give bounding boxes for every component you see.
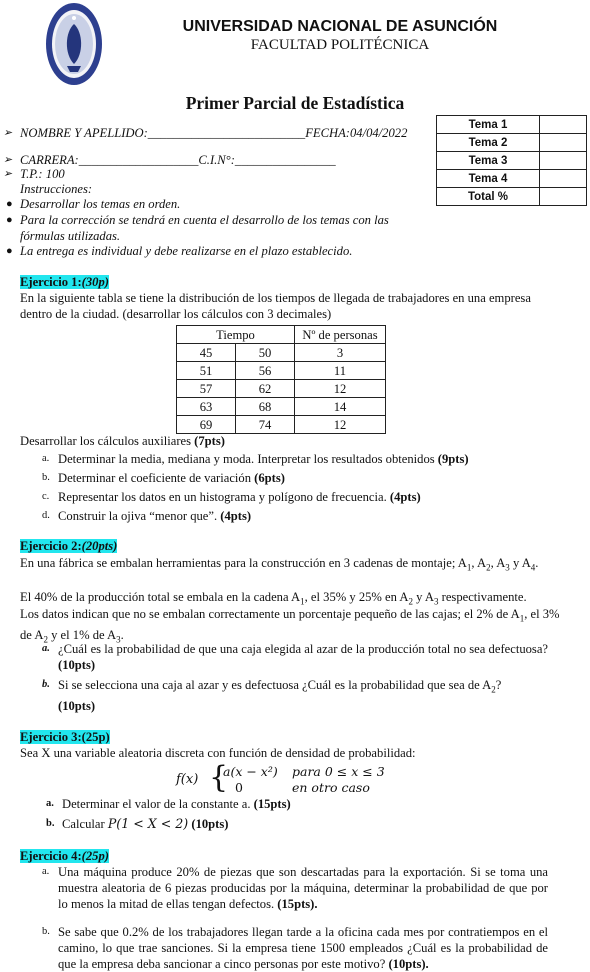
table-row: [177, 416, 386, 434]
score-label: Tema 4: [437, 170, 540, 188]
table-row: [177, 362, 386, 380]
table-cell: 69: [177, 416, 236, 434]
ex3-items: [46, 796, 542, 832]
score-row: [437, 170, 587, 188]
table-cell: 12: [295, 416, 386, 434]
instruction-item: ● La entrega es individual y debe realizarse en el plazo establecido.: [6, 244, 353, 258]
ex2-paragraph-1: En una fábrica se embalan herramientas para la construcción en 3 cadenas de montaje; $A_1$, $A_2$, $A_3$ y $A_4$.: [20, 556, 539, 573]
table-cell: 51: [177, 362, 236, 380]
table-row: [177, 344, 386, 362]
arrow-icon: ➢: [3, 154, 13, 166]
table-cell: 45: [177, 344, 236, 362]
name-date-line: ➢ NOMBRE Y APELLIDO:_________________________FECHA:04/04/2022: [3, 126, 408, 140]
university-seal-icon: [45, 2, 103, 86]
list-item: a. Una máquina produce 20% de piezas que son descartadas para la exportación. Si se toma una muestra aleatoria de 6 piezas producidas por la máquina, determinar la probabilidad de que por lo menos la mitad de ellas tengan defectos. (15pts).: [42, 865, 548, 911]
faculty-name: FACULTAD POLITÉCNICA: [250, 37, 430, 53]
instruction-item: ● Desarrollar los temas en orden.: [6, 197, 181, 211]
list-item: a. Determinar el valor de la constante a. (15pts): [46, 797, 291, 811]
score-row: [437, 134, 587, 152]
score-label: Tema 3: [437, 152, 540, 170]
case-2-cond: en otro caso: [292, 780, 370, 795]
table-cell: 11: [295, 362, 386, 380]
table-cell: 14: [295, 398, 386, 416]
table-cell: 50: [236, 344, 295, 362]
list-item: d. Construir la ojiva “menor que”. (4pts): [42, 509, 252, 523]
bullet-icon: ●: [6, 245, 13, 257]
score-row: [437, 152, 587, 170]
list-item: b. Se sabe que 0.2% de los trabajadores llegan tarde a la oficina cada mes por contratiempos en el camino, lo que trae sanciones. Si la empresa tiene 1500 empleados ¿Cuál es la probabilidad de que la empresa deba sancionar a cinco personas por este motivo? (10pts).: [42, 925, 548, 971]
ex1-aux: Desarrollar los cálculos auxiliares (7pts): [20, 434, 225, 448]
ex2-paragraph-2: El 40% de la producción total se embala en la cadena $A_1$, el 35% y 25% en $A_2$ y $A_3$ respectivamente.: [20, 590, 527, 607]
piecewise-function: [176, 760, 436, 797]
tp-line: ➢ T.P.: 100: [3, 167, 65, 181]
table-cell: 62: [236, 380, 295, 398]
exam-title: Primer Parcial de Estadística: [185, 93, 405, 113]
list-item: a. Determinar la media, mediana y moda. Interpretar los resultados obtenidos (9pts): [42, 452, 469, 466]
score-cell[interactable]: [540, 188, 587, 206]
university-name: UNIVERSIDAD NACIONAL DE ASUNCIÓN: [182, 18, 498, 35]
ex3-heading: Ejercicio 3:(25p): [20, 730, 110, 744]
table-cell: 56: [236, 362, 295, 380]
career-ci-line: ➢ CARRERA:___________________C.I.N°:________________: [3, 153, 336, 167]
bullet-icon: ●: [6, 198, 13, 210]
header-tiempo: Tiempo: [177, 326, 295, 344]
score-cell[interactable]: [540, 152, 587, 170]
table-cell: 63: [177, 398, 236, 416]
score-label: Total %: [437, 188, 540, 206]
list-item: b. Determinar el coeficiente de variación (6pts): [42, 471, 285, 485]
score-row: [437, 116, 587, 134]
table-cell: 68: [236, 398, 295, 416]
table-cell: 57: [177, 380, 236, 398]
ex4-items: [42, 864, 548, 972]
score-cell[interactable]: [540, 170, 587, 188]
arrow-icon: ➢: [3, 168, 13, 180]
ex3-intro: Sea X una variable aleatoria discreta con función de densidad de probabilidad:: [20, 746, 416, 760]
ex2-heading: Ejercicio 2:(20pts): [20, 539, 118, 553]
score-cell[interactable]: [540, 134, 587, 152]
ex2-items: [42, 641, 548, 714]
instruction-item: ● Para la corrección se tendrá en cuenta el desarrollo de los temas con las fórmulas utilizadas.: [6, 213, 389, 243]
list-item: b. Si se selecciona una caja al azar y es defectuosa ¿Cuál es la probabilidad que sea de $A_2$? (10pts): [42, 678, 502, 713]
list-item: c. Representar los datos en un histograma y polígono de frecuencia. (4pts): [42, 490, 421, 504]
case-2-expr: 0: [235, 780, 243, 795]
instructions-label: Instrucciones:: [20, 182, 93, 196]
university-logo: [45, 2, 103, 86]
brace-icon: {: [209, 760, 229, 795]
table-cell: 74: [236, 416, 295, 434]
score-label: Tema 2: [437, 134, 540, 152]
frequency-table: [176, 325, 386, 434]
list-item: a. ¿Cuál es la probabilidad de que una caja elegida al azar de la producción total no sea defectuosa? (10pts): [42, 642, 548, 672]
arrow-icon: ➢: [3, 127, 13, 139]
score-cell[interactable]: [540, 116, 587, 134]
ex4-heading: Ejercicio 4:(25p): [20, 849, 109, 863]
table-row: [177, 398, 386, 416]
case-1-expr: a(x − x²): [223, 764, 278, 779]
ex1-items: [42, 451, 558, 524]
ex2-paragraph-3: Los datos indican que no se embalan correctamente un porcentaje pequeño de las cajas; el 2% de $A_1$, el 3% de $A_2$ y el 1% de $A_3$.: [20, 607, 560, 645]
table-cell: 3: [295, 344, 386, 362]
list-item: b. Calcular P(1 < X < 2) (10pts): [46, 816, 229, 831]
bullet-icon: ●: [6, 214, 13, 226]
function-label: f(x): [176, 772, 199, 787]
score-table: [436, 115, 587, 206]
table-header-row: [177, 326, 386, 344]
table-cell: 12: [295, 380, 386, 398]
ex1-intro: En la siguiente tabla se tiene la distribución de los tiempos de llegada de trabajadores en una empresa dentro de la ciudad. (desarrollar los cálculos con 3 decimales): [20, 291, 531, 321]
header-personas: Nº de personas: [295, 326, 386, 344]
score-label: Tema 1: [437, 116, 540, 134]
score-row: [437, 188, 587, 206]
table-row: [177, 380, 386, 398]
case-1-cond: para 0 ≤ x ≤ 3: [292, 764, 385, 779]
ex1-heading: Ejercicio 1:(30p): [20, 275, 109, 289]
